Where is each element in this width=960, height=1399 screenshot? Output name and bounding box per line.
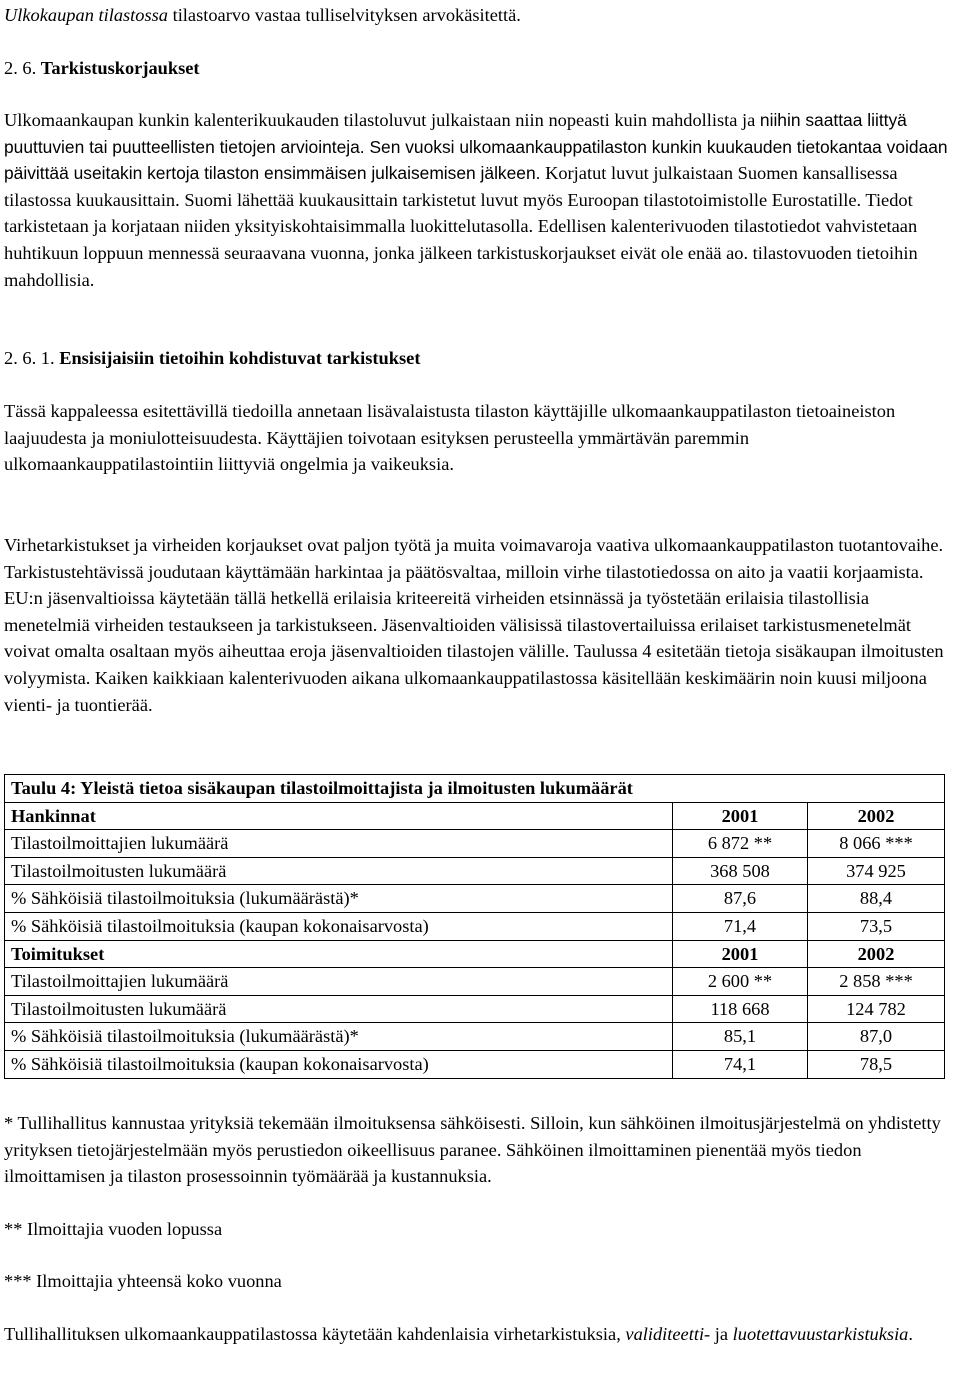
paragraph-revisions	[4, 107, 954, 293]
cell-2002: 124 782	[808, 995, 945, 1023]
section-heading-2-6-1	[4, 345, 420, 372]
footnote-year-end: ** Ilmoittajia vuoden lopussa	[4, 1218, 223, 1239]
cell-2002: 88,4	[808, 885, 945, 913]
section-number: 2. 6. 1.	[4, 348, 55, 368]
table-title: Taulu 4: Yleistä tietoa sisäkaupan tilastoilmoittajista ja ilmoitusten lukumäärät	[5, 775, 945, 803]
row-label: % Sähköisiä tilastoilmoituksia (lukumäärästä)*	[5, 1023, 673, 1051]
row-label: Tilastoilmoittajien lukumäärä	[5, 830, 673, 858]
row-label: % Sähköisiä tilastoilmoituksia (kaupan kokonaisarvosta)	[5, 912, 673, 940]
section-heading-2-6	[4, 55, 200, 82]
year-header: 2002	[808, 940, 945, 968]
footnote-whole-year: *** Ilmoittajia yhteensä koko vuonna	[4, 1271, 282, 1292]
year-header: 2001	[673, 802, 808, 830]
closing-italic-reliability: luotettavuustarkistuksia	[732, 1323, 909, 1344]
cell-2002: 8 066 ***	[808, 830, 945, 858]
cell-2001: 6 872 **	[673, 830, 808, 858]
paragraph-text: Ulkomaankaupan kunkin kalenterikuukauden tilastoluvut julkaistaan niin nopeasti kuin mahdollista ja	[4, 110, 760, 130]
closing-text-and: ja	[710, 1323, 733, 1344]
cell-2001: 87,6	[673, 885, 808, 913]
closing-paragraph	[4, 1321, 954, 1348]
row-label: Tilastoilmoittajien lukumäärä	[5, 968, 673, 996]
cell-2001: 85,1	[673, 1023, 808, 1051]
table-4	[4, 774, 945, 1079]
table-row	[5, 885, 945, 913]
row-label: % Sähköisiä tilastoilmoituksia (kaupan kokonaisarvosta)	[5, 1050, 673, 1078]
paragraph-error-checks: Virhetarkistukset ja virheiden korjaukset ovat paljon työtä ja muita voimavaroja vaativa ulkomaankauppatilaston tuotantovaihe. Tarkistustehtävissä joudutaan käyttämään harkintaa ja päätösvaltaa, milloin virhe tilastotiedossa on aito ja vaatii korjaamista. EU:n jäsenvaltioissa käytetään tällä hetkellä erilaisia kriteereitä virheiden etsinnässä ja työstetään erilaisia tilastollisia menetelmiä virheiden testaukseen ja tarkistukseen. Jäsenvaltioiden välisissä tilastovertailuissa erilaiset tarkistusmenetelmät voivat omalta osaltaan myös aiheuttaa eroja jäsenvaltioiden tilastojen välille. Taulussa 4 esitetään tietoja sisäkaupan ilmoitusten volyymista. Kaiken kaikkiaan kalenterivuoden aikana ulkomaankauppatilastossa käsitellään keskimäärin noin kuusi miljoona vienti- ja tuontierää.	[4, 535, 944, 715]
section-title: Tarkistuskorjaukset	[40, 58, 200, 78]
year-header: 2002	[808, 802, 945, 830]
cell-2002: 374 925	[808, 857, 945, 885]
cell-2002: 2 858 ***	[808, 968, 945, 996]
closing-period: .	[908, 1323, 913, 1344]
cell-2001: 71,4	[673, 912, 808, 940]
section-title: Ensisijaisiin tietoihin kohdistuvat tarkistukset	[59, 348, 421, 368]
paragraph-text-sans: niihin saattaa liittyä puuttuvien tai puutteellisten tietojen arviointeja. Sen vuoksi ulkomaankauppatilaston kunkin kuukauden tietokantaa voidaan päivittää useitakin kertoja tilaston ensimmäisen julkaisemisen jälkeen.	[4, 110, 948, 184]
intro-italic: Ulkokaupan tilastossa	[4, 5, 168, 25]
closing-italic-validity: validiteetti-	[625, 1323, 711, 1344]
table-row	[5, 912, 945, 940]
statistics-table	[4, 774, 945, 1079]
cell-2001: 74,1	[673, 1050, 808, 1078]
year-header: 2001	[673, 940, 808, 968]
group-label: Toimitukset	[5, 940, 673, 968]
paragraph-users: Tässä kappaleessa esitettävillä tiedoilla annetaan lisävalaistusta tilaston käyttäjille ulkomaankauppatilaston tietoaineiston laajuudesta ja moniulotteisuudesta. Käyttäjien toivotaan esityksen perusteella ymmärtävän paremmin ulkomaankauppatilastointiin liittyviä ongelmia ja vaikeuksia.	[4, 401, 896, 475]
row-label: Tilastoilmoitusten lukumäärä	[5, 857, 673, 885]
table-group-header	[5, 802, 945, 830]
table-row	[5, 968, 945, 996]
table-group-header	[5, 940, 945, 968]
table-row	[5, 1023, 945, 1051]
footnote-electronic: * Tullihallitus kannustaa yrityksiä tekemään ilmoituksensa sähköisesti. Silloin, kun sähköinen ilmoitusjärjestelmä on yhdistetty yrityksen tietojärjestelmään myös perustiedon oikeellisuus paranee. Sähköinen ilmoittaminen pienentää myös tiedon ilmoittamisen ja tilaston prosessoinnin työmäärää ja kustannuksia.	[4, 1113, 941, 1187]
cell-2002: 78,5	[808, 1050, 945, 1078]
row-label: % Sähköisiä tilastoilmoituksia (lukumäärästä)*	[5, 885, 673, 913]
table-row	[5, 830, 945, 858]
cell-2001: 118 668	[673, 995, 808, 1023]
closing-text: Tullihallituksen ulkomaankauppatilastossa käytetään kahdenlaisia virhetarkistuksia,	[4, 1323, 626, 1344]
row-label: Tilastoilmoitusten lukumäärä	[5, 995, 673, 1023]
table-row	[5, 995, 945, 1023]
paragraph-text-rest: Korjatut luvut julkaistaan Suomen kansallisessa tilastossa kuukausittain. Suomi lähettää kuukausittain tarkistetut luvut myös Euroopan tilastotoimistolle Eurostatille. Tiedot tarkistetaan ja korjataan niiden yksityiskohtaisimmalla luokittelutasolla. Edellisen kalenterivuoden tilastotiedot vahvistetaan huhtikuun loppuun mennessä seuraavana vuonna, jonka jälkeen tarkistuskorjaukset eivät ole enää ao. tilastovuoden tietoihin mahdollisia.	[4, 163, 918, 290]
table-title-row	[5, 775, 945, 803]
group-label: Hankinnat	[5, 802, 673, 830]
intro-line	[4, 2, 521, 29]
intro-rest: tilastoarvo vastaa tulliselvityksen arvokäsitettä.	[167, 5, 521, 25]
table-row	[5, 1050, 945, 1078]
cell-2001: 2 600 **	[673, 968, 808, 996]
footnotes	[4, 1110, 954, 1374]
cell-2001: 368 508	[673, 857, 808, 885]
section-number: 2. 6.	[4, 58, 37, 78]
cell-2002: 87,0	[808, 1023, 945, 1051]
table-row	[5, 857, 945, 885]
cell-2002: 73,5	[808, 912, 945, 940]
